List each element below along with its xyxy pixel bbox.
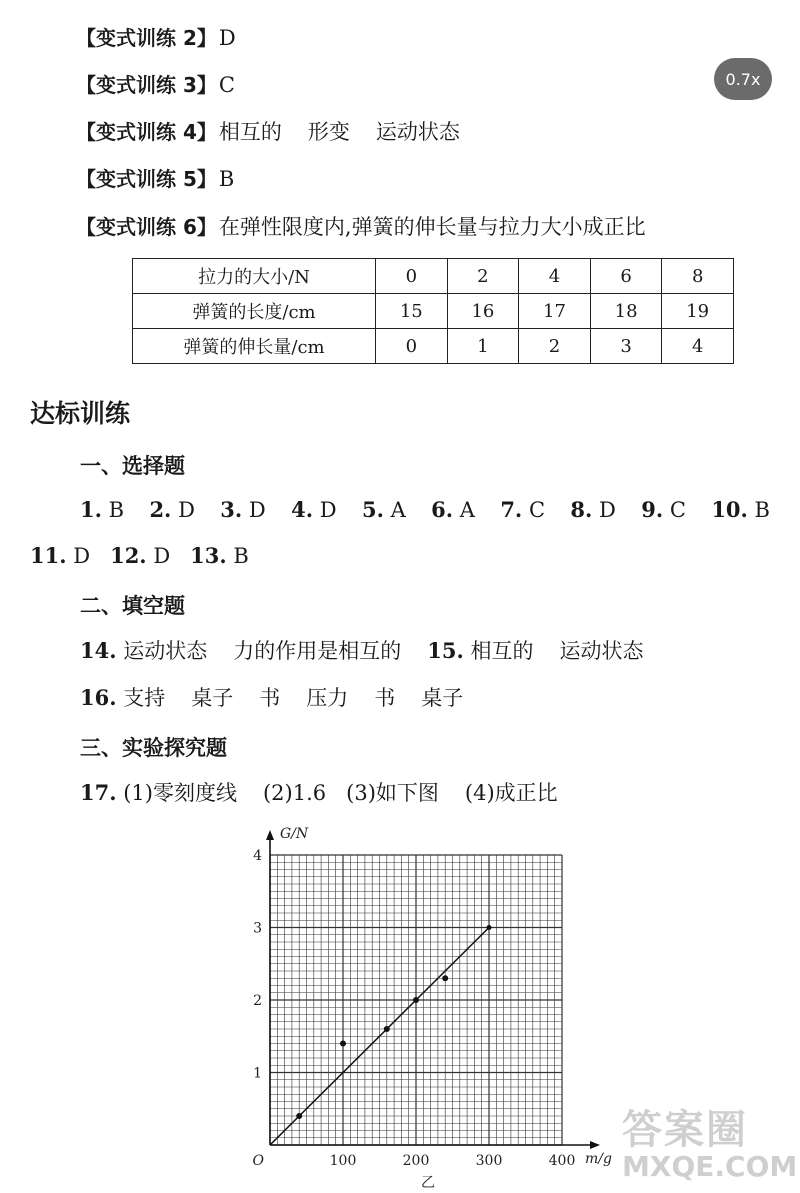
fill-answer: 书: [374, 686, 396, 710]
table-cell: 16: [447, 294, 519, 329]
y-tick-label: 1: [253, 1065, 262, 1082]
table-row-head: 拉力的大小/N: [133, 259, 376, 294]
table-cell: 4: [519, 259, 591, 294]
variant-3-answer: C: [218, 73, 235, 97]
fill-answer: 书: [259, 686, 281, 710]
table-cell: 15: [376, 294, 448, 329]
variant-4-answer-1: 相互的: [218, 120, 282, 144]
table-cell: 0: [376, 259, 448, 294]
choice-answer: 8. D: [570, 497, 616, 522]
fit-line-end-point: [487, 925, 492, 930]
variant-5-answer: B: [218, 167, 235, 191]
fill-answer: 运动状态: [559, 639, 644, 663]
x-axis-arrow: [590, 1141, 600, 1149]
y-axis-label: G/N: [280, 826, 309, 842]
variant-4-answer-2: 形变: [307, 120, 350, 144]
x-tick-label: 300: [475, 1153, 503, 1169]
table-cell: 6: [590, 259, 662, 294]
data-point: [442, 975, 448, 981]
experiment-answer: (4)成正比: [464, 781, 558, 805]
choice-answer: 2. D: [149, 497, 195, 522]
table-cell: 4: [662, 329, 734, 364]
variant-6-answer: 在弹性限度内,弹簧的伸长量与拉力大小成正比: [218, 215, 646, 239]
variant-6-label: 【变式训练 6】: [76, 215, 217, 239]
x-tick-label: 200: [402, 1153, 430, 1169]
data-point: [384, 1026, 390, 1032]
variant-2-answer: D: [218, 26, 236, 50]
choice-answer: 4. D: [291, 497, 337, 522]
graph-marks: [270, 925, 492, 1145]
table-cell: 0: [376, 329, 448, 364]
table-cell: 8: [662, 259, 734, 294]
table-cell: 17: [519, 294, 591, 329]
table-cell: 2: [519, 329, 591, 364]
table-cell: 1: [447, 329, 519, 364]
fill-answer: 力的作用是相互的: [233, 639, 402, 663]
x-tick-label: 400: [548, 1153, 576, 1169]
choice-answer: 10. B: [711, 497, 770, 522]
question-number: 15.: [427, 638, 464, 663]
question-number: 16.: [80, 685, 117, 710]
data-point: [340, 1041, 346, 1047]
choice-answer: 7. C: [500, 497, 546, 522]
choice-answer: 9. C: [641, 497, 686, 522]
choice-answer: 3. D: [220, 497, 266, 522]
experiment-answer: (2)1.6: [262, 781, 327, 805]
fill-answer: 桌子: [421, 686, 464, 710]
question-number: 14.: [80, 638, 117, 663]
origin-label: O: [252, 1153, 264, 1169]
variant-5-label: 【变式训练 5】: [76, 167, 217, 191]
variant-4-label: 【变式训练 4】: [76, 120, 217, 144]
table-row-head: 弹簧的伸长量/cm: [133, 329, 376, 364]
watermark-url: MXQE.COM: [622, 1150, 798, 1183]
choice-answer: 13. B: [190, 543, 249, 568]
chart-caption: 乙: [421, 1175, 435, 1191]
fill-answer: 相互的: [470, 639, 534, 663]
y-tick-label: 3: [253, 920, 262, 937]
table-cell: 18: [590, 294, 662, 329]
variant-4-answer-3: 运动状态: [375, 120, 460, 144]
part-3-title: 三、实验探究题: [80, 736, 227, 760]
data-point: [296, 1113, 302, 1119]
choice-answer: 6. A: [431, 497, 475, 522]
variant-2-label: 【变式训练 2】: [76, 26, 217, 50]
data-point: [413, 997, 419, 1003]
experiment-answer: (3)如下图: [346, 781, 439, 805]
table-row-head: 弹簧的长度/cm: [133, 294, 376, 329]
x-axis-label: m/g: [585, 1151, 612, 1167]
fill-answer: 压力: [306, 686, 349, 710]
variant-3-label: 【变式训练 3】: [76, 73, 217, 97]
table-cell: 19: [662, 294, 734, 329]
choice-answer: 11. D: [30, 543, 91, 568]
part-2-title: 二、填空题: [80, 594, 185, 618]
choice-answer: 5. A: [361, 497, 406, 522]
experiment-answer: (1)零刻度线: [123, 781, 237, 805]
x-tick-label: 100: [329, 1153, 357, 1169]
watermark-logo: 答案圈: [622, 1107, 748, 1153]
question-number: 17.: [80, 780, 117, 805]
y-tick-label: 4: [253, 848, 262, 864]
fill-answer: 桌子: [191, 686, 234, 710]
table-cell: 3: [590, 329, 662, 364]
choice-answer: 1. B: [80, 497, 125, 522]
section-title: 达标训练: [30, 399, 131, 428]
fill-answer: 支持: [123, 686, 166, 710]
y-axis-arrow: [266, 830, 274, 840]
choice-answer: 12. D: [110, 543, 171, 568]
playback-speed-badge[interactable]: 0.7x: [714, 58, 772, 100]
y-tick-label: 2: [253, 993, 262, 1009]
table-cell: 2: [447, 259, 519, 294]
fill-answer: 运动状态: [123, 639, 208, 663]
part-1-title: 一、选择题: [80, 454, 185, 478]
